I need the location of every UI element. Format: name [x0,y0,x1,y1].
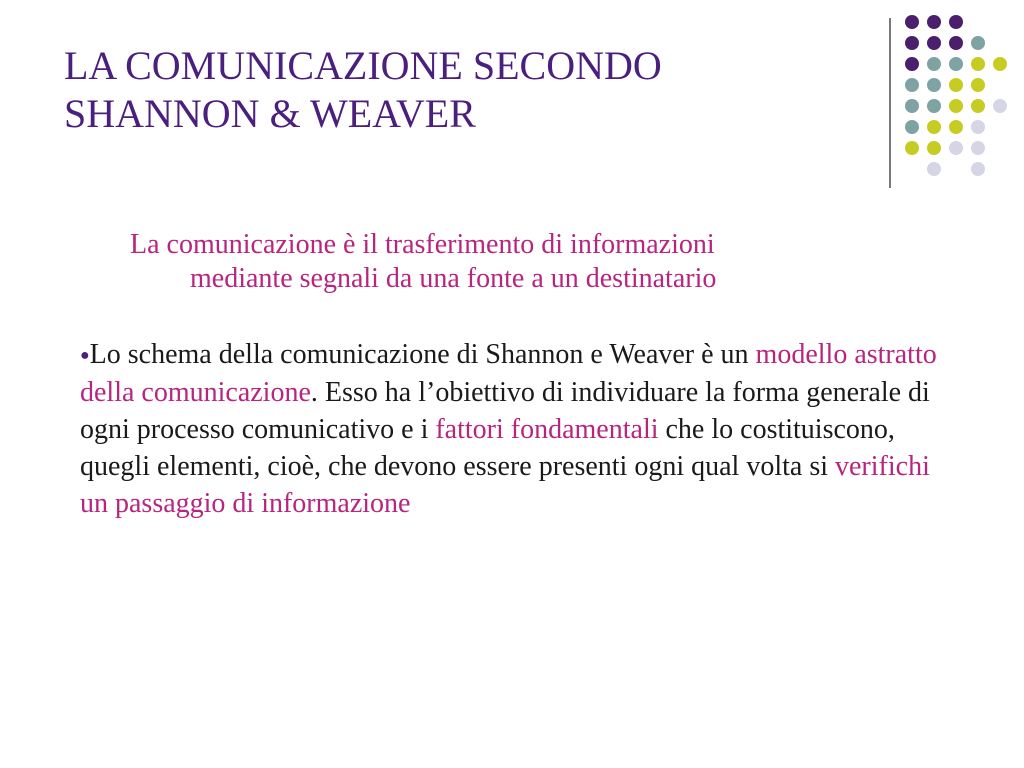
decor-dot [971,36,985,50]
decor-dot [993,57,1007,71]
decor-dot [949,57,963,71]
decor-dot [949,141,963,155]
decor-dot [949,15,963,29]
body-text-1: Lo schema della comunicazione di Shannon e Weaver è un [89,339,756,370]
decor-dot [927,15,941,29]
decor-dot [927,99,941,113]
decor-dot [971,141,985,155]
decor-dot [949,36,963,50]
highlight-information-passage: verifichi un passaggio di informazione [80,451,930,519]
bullet-icon: ● [80,347,90,364]
decor-dot [905,57,919,71]
decor-dot [971,78,985,92]
decorative-divider [889,18,891,188]
decor-dot [971,120,985,134]
decor-dot [905,120,919,134]
body-text-2: . Esso ha l’obiettivo di individuare la forma generale di ogni processo comunicativo e i [80,377,930,445]
slide-title [64,42,864,138]
decor-dot [949,78,963,92]
decor-dot [971,162,985,176]
highlight-fundamental-factors: fattori fondamentali [435,414,659,445]
decor-dot [927,57,941,71]
decor-dot [949,120,963,134]
decor-dot [971,99,985,113]
definition-line-1: La comunicazione è il trasferimento di informazioni [130,229,715,260]
decor-dot [905,36,919,50]
decor-dot [993,99,1007,113]
decor-dot [927,120,941,134]
body-paragraph [80,336,940,522]
decor-dot [949,99,963,113]
title-line-2: SHANNON & WEAVER [64,91,476,136]
decor-dot [927,162,941,176]
decor-dot [971,57,985,71]
title-line-1: LA COMUNICAZIONE SECONDO [64,43,662,88]
decor-dot [905,99,919,113]
highlight-abstract-model: modello astratto della comunicazione [80,339,937,408]
decor-dot [927,78,941,92]
decor-dot [905,141,919,155]
definition-text [130,228,920,296]
decor-dot [905,15,919,29]
body-text-3: che lo costituiscono, quegli elementi, cioè, che devono essere presenti ogni qual volta si [80,414,895,482]
decor-dot [927,141,941,155]
decor-dot [905,78,919,92]
definition-line-2: mediante segnali da una fonte a un destinatario [190,263,717,294]
decor-dot [927,36,941,50]
